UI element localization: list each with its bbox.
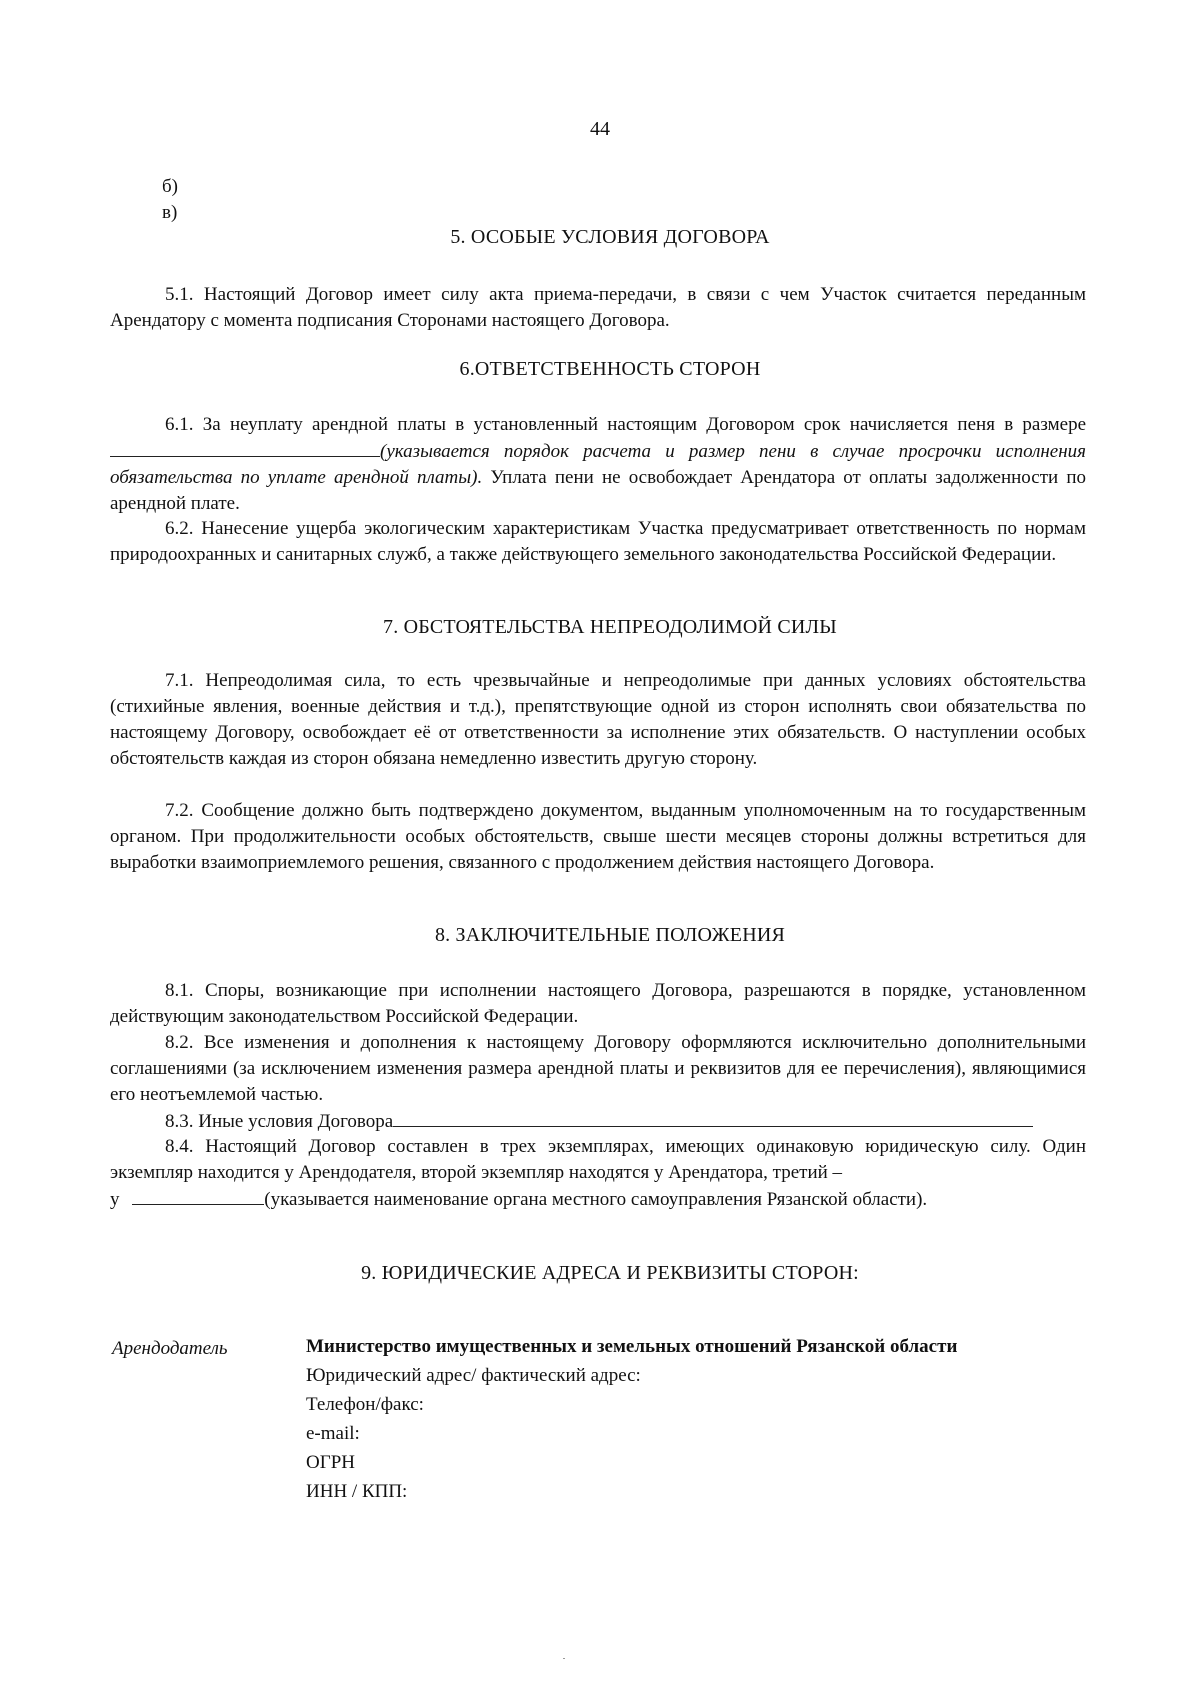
- section6-p1-italic: (указывается порядок расчета и размер пени в случае просрочки исполнения обязательства по уплате арендной платы).: [110, 441, 1086, 488]
- section8-paragraph-1: 8.1. Споры, возникающие при исполнении настоящего Договора, разрешаются в порядке, установленном действующим законодательством Российской Федерации.: [110, 980, 1086, 1027]
- lessor-field-inn-kpp: ИНН / КПП:: [306, 1481, 408, 1502]
- section6-heading: 6.ОТВЕТСТВЕННОСТЬ СТОРОН: [459, 358, 761, 380]
- lessor-field-address: Юридический адрес/ фактический адрес:: [306, 1365, 641, 1386]
- section6-paragraph-2: 6.2. Нанесение ущерба экологическим характеристикам Участка предусматривает ответственность по нормам природоохранных и санитарных служб, а также действующего земельного законодательства Российской Федерации.: [110, 518, 1086, 565]
- lessor-organization: Министерство имущественных и земельных отношений Рязанской области: [306, 1336, 958, 1357]
- section8-p3-text: 8.3. Иные условия Договора: [165, 1111, 394, 1132]
- section7-heading: 7. ОБСТОЯТЕЛЬСТВА НЕПРЕОДОЛИМОЙ СИЛЫ: [383, 616, 837, 638]
- section8-heading: 8. ЗАКЛЮЧИТЕЛЬНЫЕ ПОЛОЖЕНИЯ: [434, 924, 786, 946]
- section5-heading: 5. ОСОБЫЕ УСЛОВИЯ ДОГОВОРА: [450, 226, 770, 248]
- section7-paragraph-2: 7.2. Сообщение должно быть подтверждено документом, выданным уполномоченным на то государственным органом. При продолжительности особых обстоятельств, свыше шести месяцев стороны должны встретиться для выработки взаимоприемлемого решения, связанного с продолжением действия настоящего Договора.: [110, 800, 1086, 873]
- section8-paragraph-4: 8.4. Настоящий Договор составлен в трех экземплярах, имеющих одинаковую юридическую силу. Один экземпляр находится у Арендодателя, второй экземпляр находятся у Арендатора, третий –: [110, 1136, 1086, 1183]
- lessor-field-ogrn: ОГРН: [306, 1452, 355, 1473]
- list-letter-b: б): [162, 176, 178, 197]
- list-letter-v: в): [162, 202, 178, 223]
- section8-paragraph-3: [110, 1108, 1086, 1135]
- section6-p1-start: 6.1. За неуплату арендной платы в установленный настоящим Договором срок начисляется пеня в размере: [165, 414, 1086, 435]
- section6-paragraph-1: [110, 412, 1086, 517]
- section9-heading: 9. ЮРИДИЧЕСКИЕ АДРЕСА И РЕКВИЗИТЫ СТОРОН:: [361, 1262, 859, 1284]
- party-label-lessor: Арендодатель: [112, 1338, 228, 1359]
- section8-paragraph-4-continuation: [110, 1186, 1086, 1213]
- section8-paragraph-2: 8.2. Все изменения и дополнения к настоящему Договору оформляются исключительно дополнительными соглашениями (за исключением изменения размера арендной платы и реквизитов для ее перечисления), являющимися его неотъемлемой частью.: [110, 1032, 1086, 1105]
- section6-p1-end: Уплата пени не освобождает Арендатора от оплаты задолженности по арендной плате.: [110, 467, 1086, 514]
- page-number: 44: [590, 118, 610, 140]
- penalty-blank-line: [110, 438, 380, 457]
- lessor-field-email: e-mail:: [306, 1423, 360, 1444]
- authority-blank-line: [132, 1186, 264, 1205]
- section7-paragraph-1: 7.1. Непреодолимая сила, то есть чрезвычайные и непреодолимые при данных условиях обстоятельства (стихийные явления, военные действия и т.д.), препятствующие одной из сторон исполнять свои обязательства по настоящему Договору, освобождает её от ответственности за исполнение этих обязательств. О наступлении особых обстоятельств каждая из сторон обязана немедленно известить другую сторону.: [110, 670, 1086, 769]
- section5-paragraph-1: 5.1. Настоящий Договор имеет силу акта приема-передачи, в связи с чем Участок считается переданным Арендатору с момента подписания Сторонами настоящего Договора.: [110, 284, 1086, 331]
- lessor-field-phone: Телефон/факс:: [306, 1394, 424, 1415]
- section8-p4-prefix: у: [110, 1189, 120, 1210]
- section8-p4-end: (указывается наименование органа местного самоуправления Рязанской области).: [264, 1189, 928, 1210]
- lessor-requisites: [306, 1332, 957, 1506]
- other-conditions-blank-line: [393, 1108, 1033, 1127]
- list-letters: [162, 174, 178, 226]
- scan-speck: [563, 1658, 565, 1659]
